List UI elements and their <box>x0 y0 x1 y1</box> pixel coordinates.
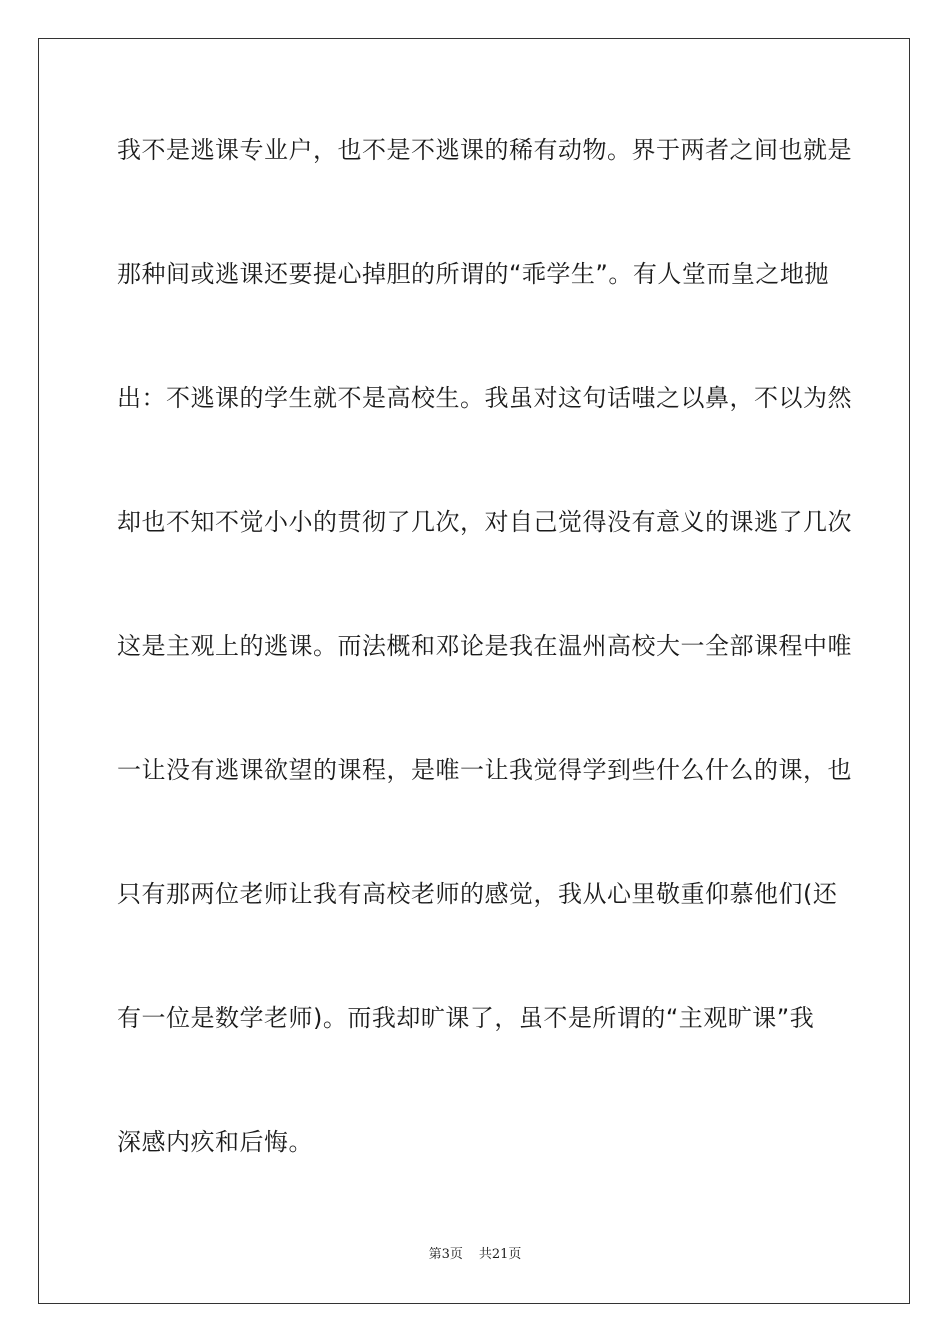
paragraph-line: 一让没有逃课欲望的课程，是唯一让我觉得学到些什么什么的课，也 <box>117 756 852 784</box>
paragraph-line: 深感内疚和后悔。 <box>117 1128 313 1156</box>
page-number: 第3页 <box>428 1247 463 1262</box>
page-total: 共21页 <box>478 1247 522 1262</box>
paragraph-line: 只有那两位老师让我有高校老师的感觉，我从心里敬重仰慕他们(还 <box>117 880 838 908</box>
page-footer <box>0 1246 950 1264</box>
paragraph-line: 我不是逃课专业户，也不是不逃课的稀有动物。界于两者之间也就是 <box>117 136 852 164</box>
paragraph-line: 却也不知不觉小小的贯彻了几次，对自己觉得没有意义的课逃了几次 <box>117 508 852 536</box>
paragraph-line: 有一位是数学老师)。而我却旷课了，虽不是所谓的“主观旷课”我 <box>117 1004 815 1032</box>
paragraph-line: 出：不逃课的学生就不是高校生。我虽对这句话嗤之以鼻，不以为然 <box>117 384 852 412</box>
paragraph-line: 那种间或逃课还要提心掉胆的所谓的“乖学生”。有人堂而皇之地抛 <box>117 260 829 288</box>
paragraph-line: 这是主观上的逃课。而法概和邓论是我在温州高校大一全部课程中唯 <box>117 632 852 660</box>
page-border <box>38 38 910 1304</box>
